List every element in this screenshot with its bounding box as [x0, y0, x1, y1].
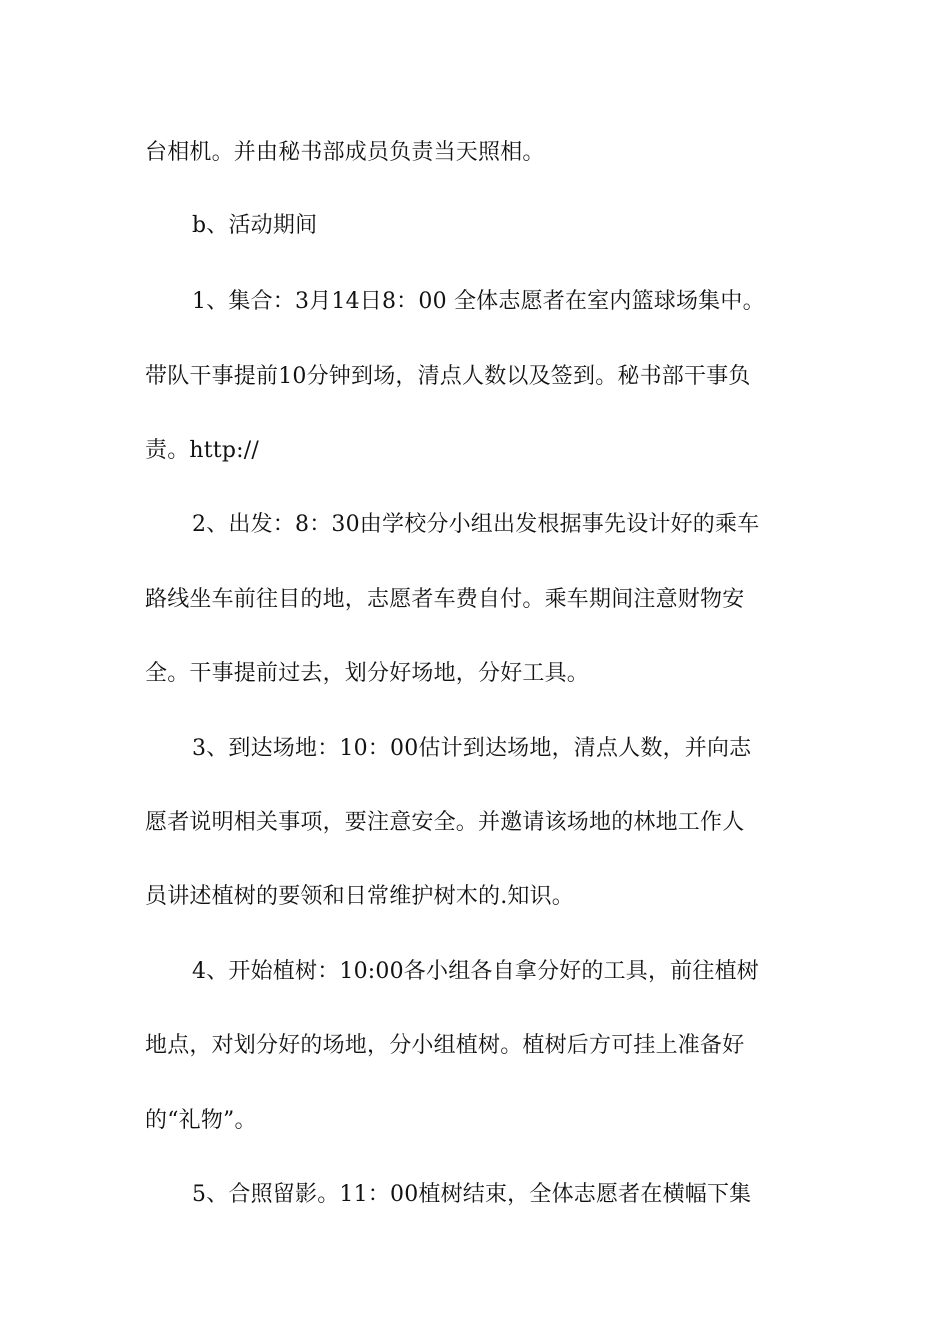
text-line: 1、集合：3月14日8：00 全体志愿者在室内篮球场集中。 — [192, 289, 765, 314]
text-line: 责。http:// — [145, 438, 259, 463]
text-line: 愿者说明相关事项，要注意安全。并邀请该场地的林地工作人 — [145, 810, 745, 835]
text-line: 路线坐车前往目的地，志愿者车费自付。乘车期间注意财物安 — [145, 587, 745, 612]
text-line: 地点，对划分好的场地，分小组植树。植树后方可挂上准备好 — [145, 1033, 745, 1058]
text-line: 带队干事提前10分钟到场，清点人数以及签到。秘书部干事负 — [145, 364, 751, 389]
section-heading: b、活动期间 — [192, 213, 318, 238]
text-line: 员讲述植树的要领和日常维护树木的.知识。 — [145, 884, 574, 909]
text-line: 3、到达场地：10：00估计到达场地，清点人数，并向志 — [192, 736, 752, 761]
text-line: 台相机。并由秘书部成员负责当天照相。 — [145, 140, 545, 165]
text-line: 5、合照留影。11：00植树结束，全体志愿者在横幅下集 — [192, 1182, 752, 1207]
text-line: 4、开始植树：10:00各小组各自拿分好的工具，前往植树 — [192, 959, 759, 984]
text-line: 2、出发：8：30由学校分小组出发根据事先设计好的乘车 — [192, 512, 760, 537]
text-line: 的“礼物”。 — [145, 1108, 257, 1133]
text-line: 全。干事提前过去，划分好场地，分好工具。 — [145, 661, 590, 686]
